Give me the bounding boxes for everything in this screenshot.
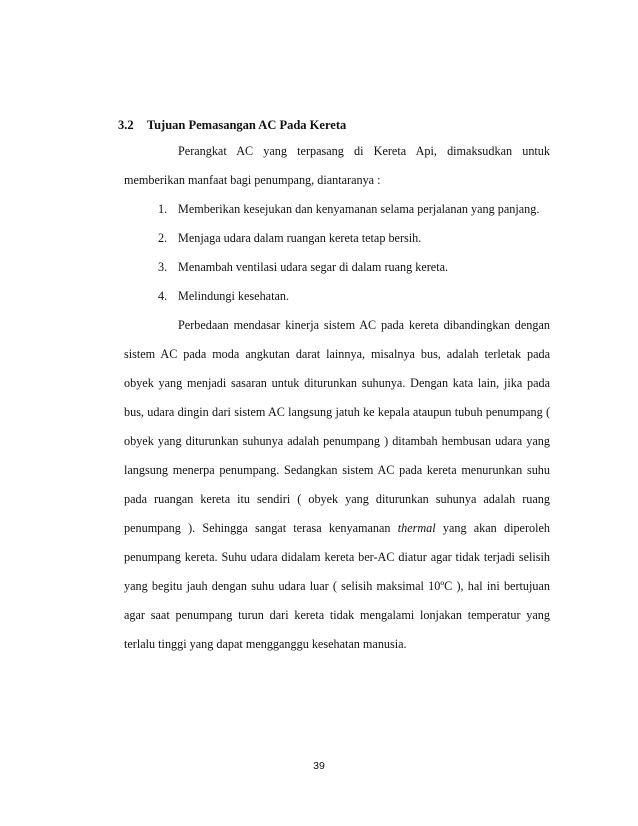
- list-item: [124, 253, 550, 282]
- paragraph-text-part1: Perbedaan mendasar kinerja sistem AC pada kereta dibandingkan dengan sistem AC pada moda angkutan darat lainnya, misalnya bus, adalah terletak pada obyek yang menjadi sasaran untuk diturunkan suhunya. Dengan kata lain, jika pada bus, udara dingin dari sistem AC langsung jatuh ke kepala ataupun tubuh penumpang ( obyek yang diturunkan suhunya adalah penumpang ) ditambah hembusan udara yang langsung menerpa penumpang. Sedangkan sistem AC pada kereta menurunkan suhu pada ruangan kereta itu sendiri ( obyek yang diturunkan suhunya adalah ruang penumpang ). Sehingga sangat terasa kenyamanan: [124, 318, 550, 535]
- paragraph-text-part2: yang akan diperoleh penumpang kereta. Suhu udara didalam kereta ber-AC diatur agar tidak terjadi selisih yang begitu jauh dengan suhu udara luar ( selisih maksimal 10ºC ), hal ini bertujuan agar saat penumpang turun dari kereta tidak mengalami lonjakan temperatur yang terlalu tinggi yang dapat mengganggu kesehatan manusia.: [124, 521, 551, 651]
- list-item-number: 4.: [158, 289, 168, 303]
- list-item-text: Melindungi kesehatan.: [178, 289, 290, 303]
- list-item-text: Menambah ventilasi udara segar di dalam ruang kereta.: [178, 260, 449, 274]
- purpose-list: [124, 195, 550, 311]
- list-item-text: Memberikan kesejukan dan kenyamanan selama perjalanan yang panjang.: [178, 202, 540, 216]
- section-title: Tujuan Pemasangan AC Pada Kereta: [146, 118, 347, 132]
- paragraph-italic-term: thermal: [397, 521, 436, 535]
- main-paragraph: [124, 311, 550, 659]
- list-item-number: 1.: [158, 202, 168, 216]
- section-heading: [118, 118, 346, 133]
- list-item-number: 3.: [158, 260, 168, 274]
- page-number: 39: [313, 760, 325, 772]
- list-item-number: 2.: [158, 231, 168, 245]
- section-body: [124, 137, 550, 659]
- intro-paragraph: Perangkat AC yang terpasang di Kereta Api, dimaksudkan untuk memberikan manfaat bagi penumpang, diantaranya :: [124, 144, 550, 187]
- list-item: [124, 224, 550, 253]
- list-item: [124, 195, 550, 224]
- list-item: [124, 282, 550, 311]
- section-number: 3.2: [118, 118, 134, 132]
- list-item-text: Menjaga udara dalam ruangan kereta tetap bersih.: [178, 231, 422, 245]
